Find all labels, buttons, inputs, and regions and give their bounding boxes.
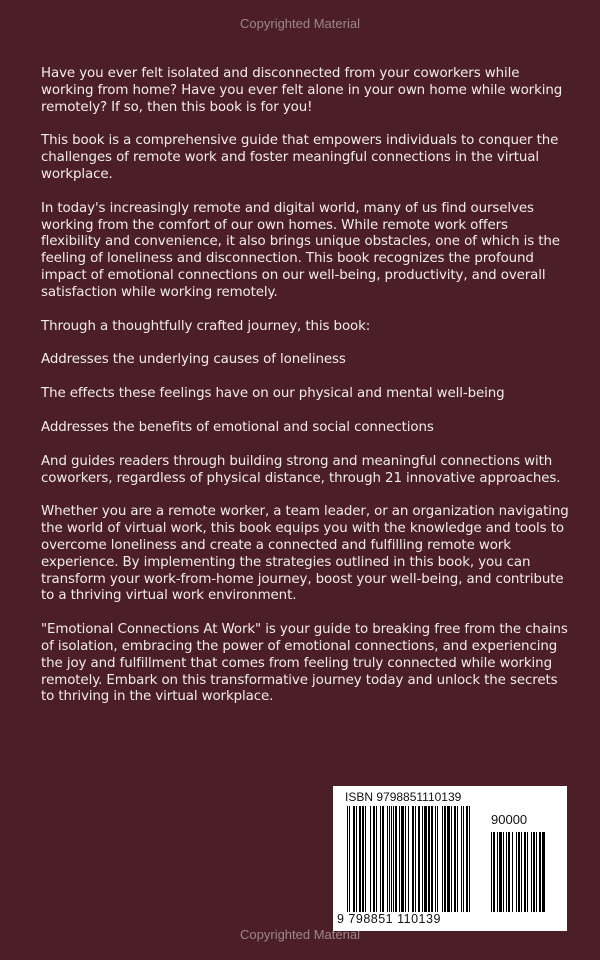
blurb-paragraph: Have you ever felt isolated and disconnected from your coworkers while working from home? Have you ever felt alone in your own home while working remotely? If so, then this book is for you! bbox=[41, 66, 563, 115]
blurb-list-item: The effects these feelings have on our physical and mental well-being bbox=[41, 386, 505, 402]
blurb-paragraph: "Emotional Connections At Work" is your guide to breaking free from the chains of isolation, embracing the power of emotional connections, and experiencing the joy and fulfillment that comes from feeling truly connected while working remotely. Embark on this transformative journey today and unlock the secrets to thriving in the virtual workplace. bbox=[41, 622, 568, 705]
barcode-icon bbox=[347, 806, 485, 912]
watermark-top: Copyrighted Material bbox=[240, 16, 360, 31]
isbn-label: ISBN 9798851110139 bbox=[345, 790, 462, 804]
blurb-paragraph: Through a thoughtfully crafted journey, this book: bbox=[41, 318, 371, 334]
barcode-box bbox=[333, 786, 567, 931]
blurb-list-item: Addresses the underlying causes of loneliness bbox=[41, 352, 346, 368]
barcode-digits: 9 798851 110139 bbox=[337, 912, 441, 926]
blurb-paragraph: And guides readers through building strong and meaningful connections with coworkers, regardless of physical distance, through 21 innovative approaches. bbox=[41, 453, 561, 486]
price-code: 90000 bbox=[491, 812, 528, 827]
blurb-paragraph: This book is a comprehensive guide that empowers individuals to conquer the challenges of remote work and foster meaningful connections in the virtual workplace. bbox=[41, 133, 559, 182]
blurb-paragraph: Whether you are a remote worker, a team leader, or an organization navigating the world of virtual work, this book equips you with the knowledge and tools to overcome loneliness and create a connected and fulfilling remote work experience. By implementing the strategies outlined in this book, you can transform your work-from-home journey, boost your well-being, and contribute to a thriving virtual work environment. bbox=[41, 504, 569, 604]
blurb-list-item: Addresses the benefits of emotional and social connections bbox=[41, 419, 434, 435]
blurb-paragraph: In today's increasingly remote and digital world, many of us find ourselves working from the comfort of our own homes. While remote work offers flexibility and convenience, it also brings unique obstacles, one of which is the feeling of loneliness and disconnection. This book recognizes the profound impact of emotional connections on our well-being, productivity, and overall satisfaction while working remotely. bbox=[41, 200, 560, 300]
watermark-bottom: Copyrighted Material bbox=[240, 927, 360, 942]
barcode-addon-icon bbox=[491, 832, 557, 912]
blurb-text bbox=[41, 66, 571, 723]
